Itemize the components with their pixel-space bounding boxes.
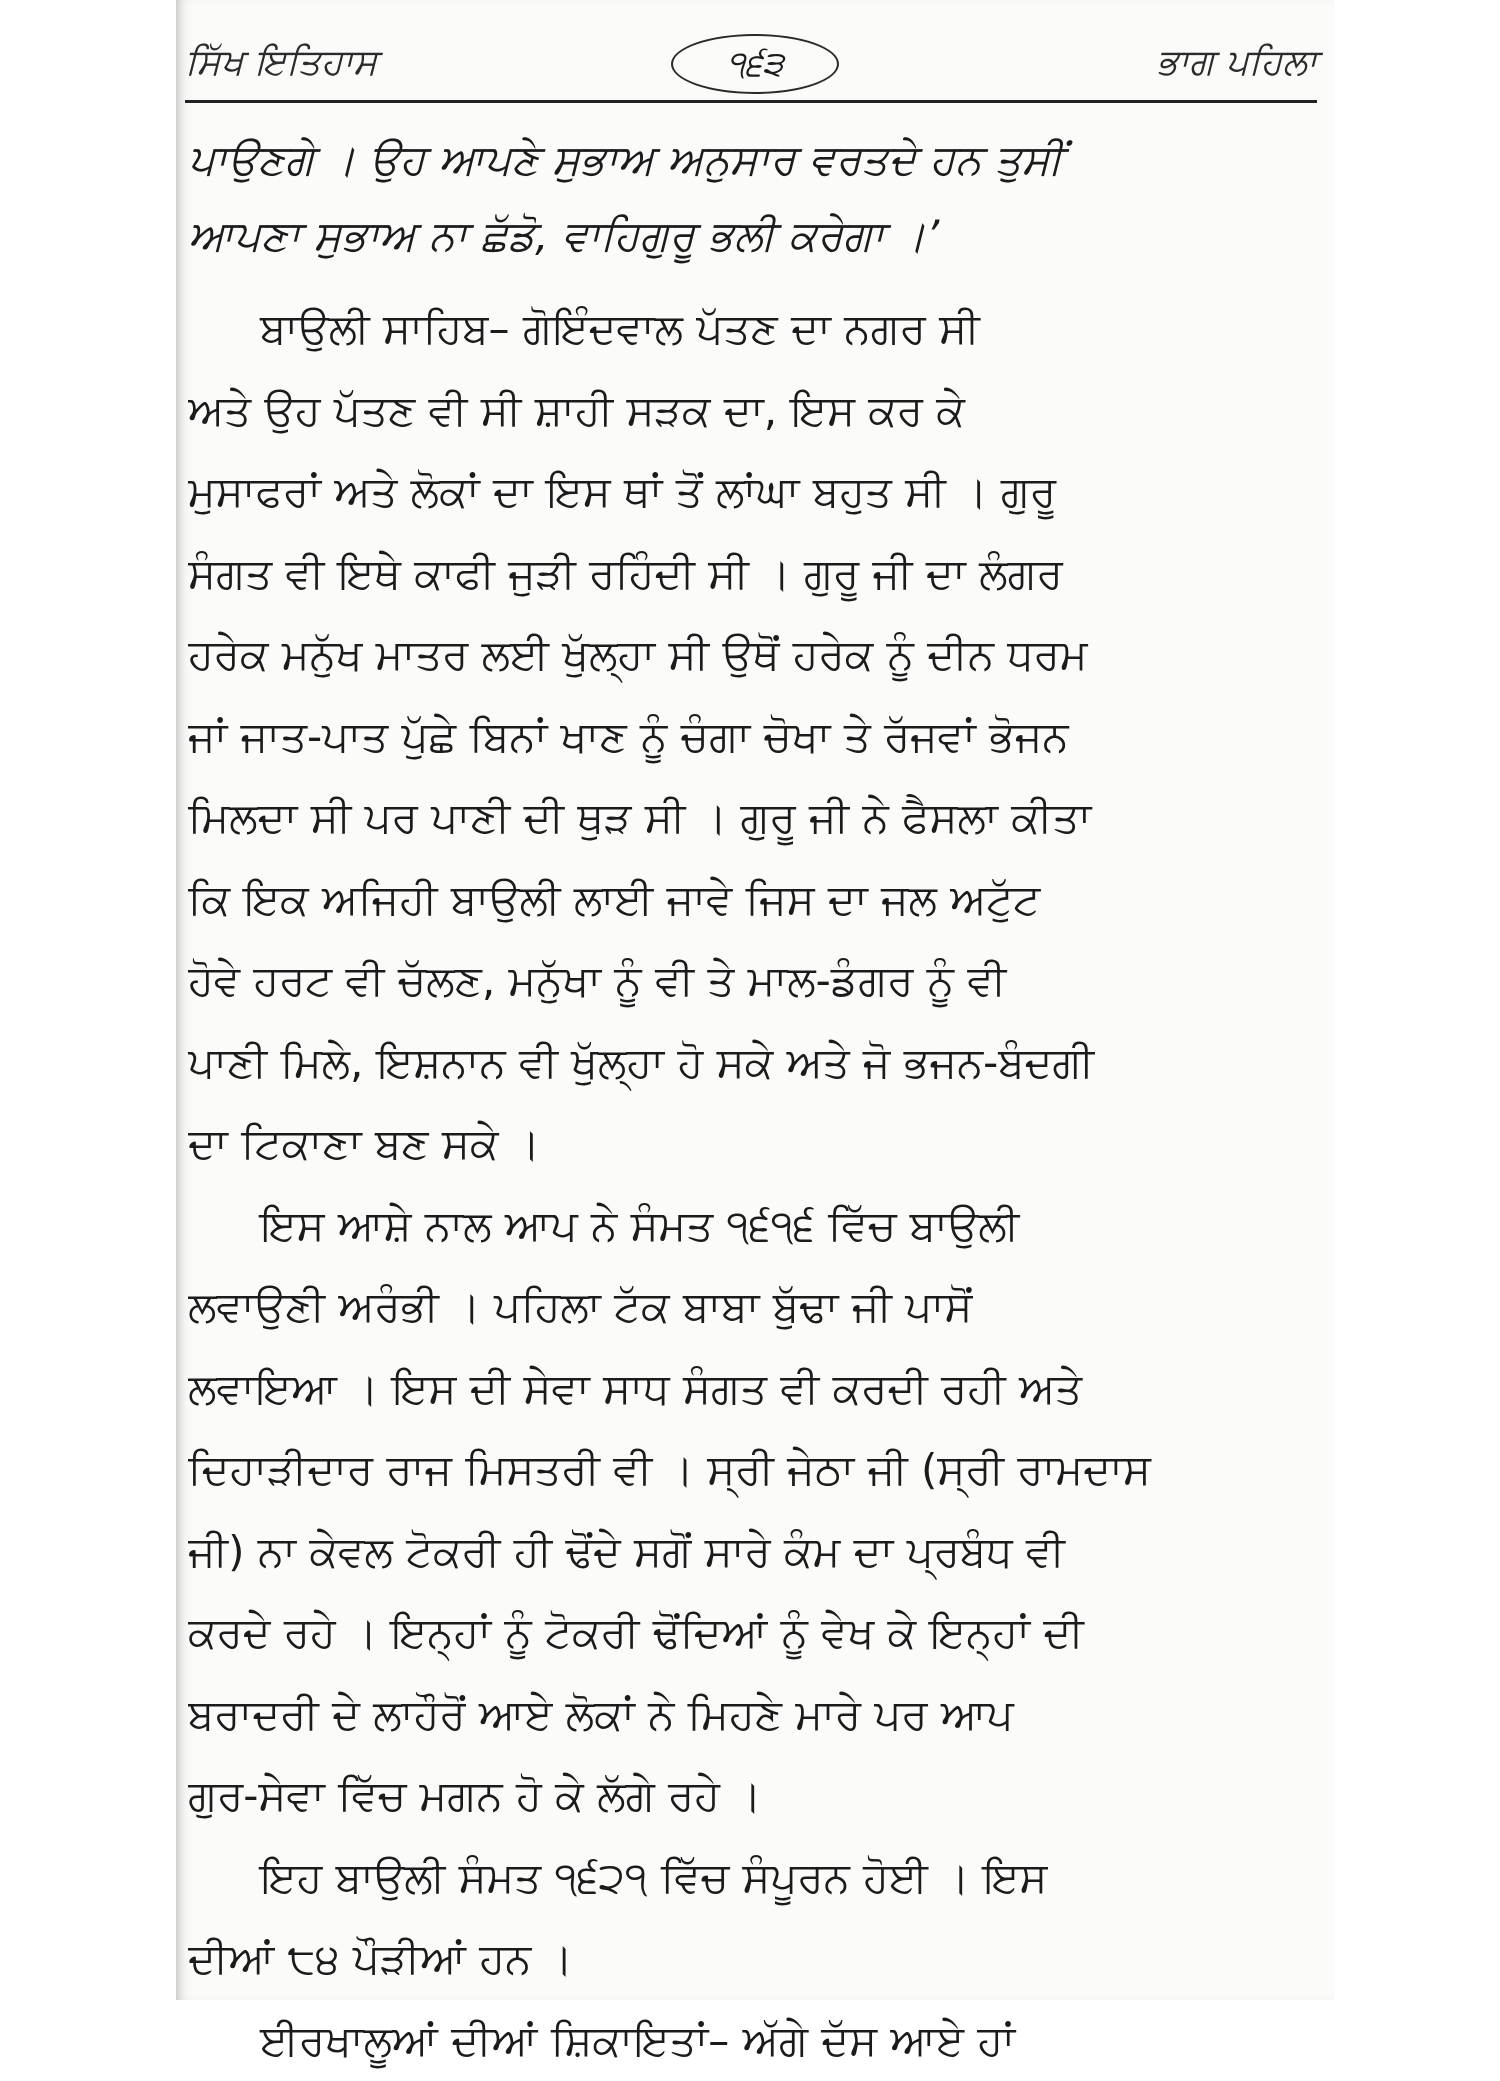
text-line: ਦਿਹਾੜੀਦਾਰ ਰਾਜ ਮਿਸਤਰੀ ਵੀ । ਸ੍ਰੀ ਜੇਠਾ ਜੀ (ਸ੍ਰੀ ਰਾਮਦਾਸ [188,1429,1313,1511]
text-line: ਗੁਰ-ਸੇਵਾ ਵਿੱਚ ਮਗਨ ਹੋ ਕੇ ਲੱਗੇ ਰਹੇ । [188,1755,1313,1837]
text-line: ਮੁਸਾਫਰਾਂ ਅਤੇ ਲੋਕਾਂ ਦਾ ਇਸ ਥਾਂ ਤੋਂ ਲਾਂਘਾ ਬਹੁਤ ਸੀ । ਗੁਰੂ [188,451,1313,533]
text-line: ਜੀ) ਨਾ ਕੇਵਲ ਟੋਕਰੀ ਹੀ ਢੋਂਦੇ ਸਗੋਂ ਸਾਰੇ ਕੰਮ ਦਾ ਪ੍ਰਬੰਧ ਵੀ [188,1511,1313,1593]
part-title: ਭਾਗ ਪਹਿਲਾ [1157,42,1317,84]
text-line: ਹੋਵੇ ਹਰਟ ਵੀ ਚੱਲਣ, ਮਨੁੱਖਾ ਨੂੰ ਵੀ ਤੇ ਮਾਲ-ਡੰਗਰ ਨੂੰ ਵੀ [188,940,1313,1022]
text-line: ਲਵਾਇਆ । ਇਸ ਦੀ ਸੇਵਾ ਸਾਧ ਸੰਗਤ ਵੀ ਕਰਦੀ ਰਹੀ ਅਤੇ [188,1348,1313,1430]
paragraph [188,1837,1313,2000]
text-line: ਬਰਾਦਰੀ ਦੇ ਲਾਹੌਰੋਂ ਆਏ ਲੋਕਾਂ ਨੇ ਮਿਹਣੇ ਮਾਰੇ ਪਰ ਆਪ [188,1674,1313,1756]
text-line: ਅਤੇ ਉਹ ਪੱਤਣ ਵੀ ਸੀ ਸ਼ਾਹੀ ਸੜਕ ਦਾ, ਇਸ ਕਰ ਕੇ [188,370,1313,452]
page-number: ੧੬੩ [671,34,839,94]
header-rule [185,100,1317,103]
text-line: ਜਾਂ ਜਾਤ-ਪਾਤ ਪੁੱਛੇ ਬਿਨਾਂ ਖਾਣ ਨੂੰ ਚੰਗਾ ਚੋਖਾ ਤੇ ਰੱਜਵਾਂ ਭੋਜਨ [188,696,1313,778]
text-line: ਪਾਉਣਗੇ । ਉਹ ਆਪਣੇ ਸੁਭਾਅ ਅਨੁਸਾਰ ਵਰਤਦੇ ਹਨ ਤੁਸੀਂ [188,122,1313,198]
text-line: ਦਾ ਟਿਕਾਣਾ ਬਣ ਸਕੇ । [188,1103,1313,1185]
book-title: ਸਿੱਖ ਇਤਿਹਾਸ [185,42,377,84]
body-text [188,122,1313,2081]
text-line: ਮਿਲਦਾ ਸੀ ਪਰ ਪਾਣੀ ਦੀ ਥੁੜ ਸੀ । ਗੁਰੂ ਜੀ ਨੇ ਫੈਸਲਾ ਕੀਤਾ [188,777,1313,859]
text-line: ਬਾਉਲੀ ਸਾਹਿਬ– ਗੋਇੰਦਵਾਲ ਪੱਤਣ ਦਾ ਨਗਰ ਸੀ [188,288,1313,370]
text-line: ਪਾਣੀ ਮਿਲੇ, ਇਸ਼ਨਾਨ ਵੀ ਖੁੱਲ੍ਹਾ ਹੋ ਸਕੇ ਅਤੇ ਜੋ ਭਜਨ-ਬੰਦਗੀ [188,1022,1313,1104]
text-line: ਈਰਖਾਲੂਆਂ ਦੀਆਂ ਸ਼ਿਕਾਇਤਾਂ– ਅੱਗੇ ਦੱਸ ਆਏ ਹਾਂ [188,2000,1313,2081]
text-line: ਦੀਆਂ ੮੪ ਪੌੜੀਆਂ ਹਨ । [188,1918,1313,2000]
paragraph [188,2000,1313,2081]
paragraph [188,1185,1313,1837]
text-line: ਆਪਣਾ ਸੁਭਾਅ ਨਾ ਛੱਡੋ, ਵਾਹਿਗੁਰੂ ਭਲੀ ਕਰੇਗਾ ।’ [188,198,1313,274]
text-line: ਲਵਾਉਣੀ ਅਰੰਭੀ । ਪਹਿਲਾ ਟੱਕ ਬਾਬਾ ਬੁੱਢਾ ਜੀ ਪਾਸੋਂ [188,1266,1313,1348]
text-line: ਇਸ ਆਸ਼ੇ ਨਾਲ ਆਪ ਨੇ ਸੰਮਤ ੧੬੧੬ ਵਿੱਚ ਬਾਉਲੀ [188,1185,1313,1267]
text-line: ਇਹ ਬਾਉਲੀ ਸੰਮਤ ੧੬੨੧ ਵਿੱਚ ਸੰਪੂਰਨ ਹੋਈ । ਇਸ [188,1837,1313,1919]
text-line: ਸੰਗਤ ਵੀ ਇਥੇ ਕਾਫੀ ਜੁੜੀ ਰਹਿੰਦੀ ਸੀ । ਗੁਰੂ ਜੀ ਦਾ ਲੰਗਰ [188,533,1313,615]
paragraph [188,122,1313,274]
text-line: ਕਿ ਇਕ ਅਜਿਹੀ ਬਾਉਲੀ ਲਾਈ ਜਾਵੇ ਜਿਸ ਦਾ ਜਲ ਅਟੁੱਟ [188,859,1313,941]
text-line: ਕਰਦੇ ਰਹੇ । ਇਨ੍ਹਾਂ ਨੂੰ ਟੋਕਰੀ ਢੋਂਦਿਆਂ ਨੂੰ ਵੇਖ ਕੇ ਇਨ੍ਹਾਂ ਦੀ [188,1592,1313,1674]
paragraph-gap [188,274,1313,288]
page-header [185,34,1317,110]
paragraph [188,288,1313,1185]
text-line: ਹਰੇਕ ਮਨੁੱਖ ਮਾਤਰ ਲਈ ਖੁੱਲ੍ਹਾ ਸੀ ਉਥੋਂ ਹਰੇਕ ਨੂੰ ਦੀਨ ਧਰਮ [188,614,1313,696]
